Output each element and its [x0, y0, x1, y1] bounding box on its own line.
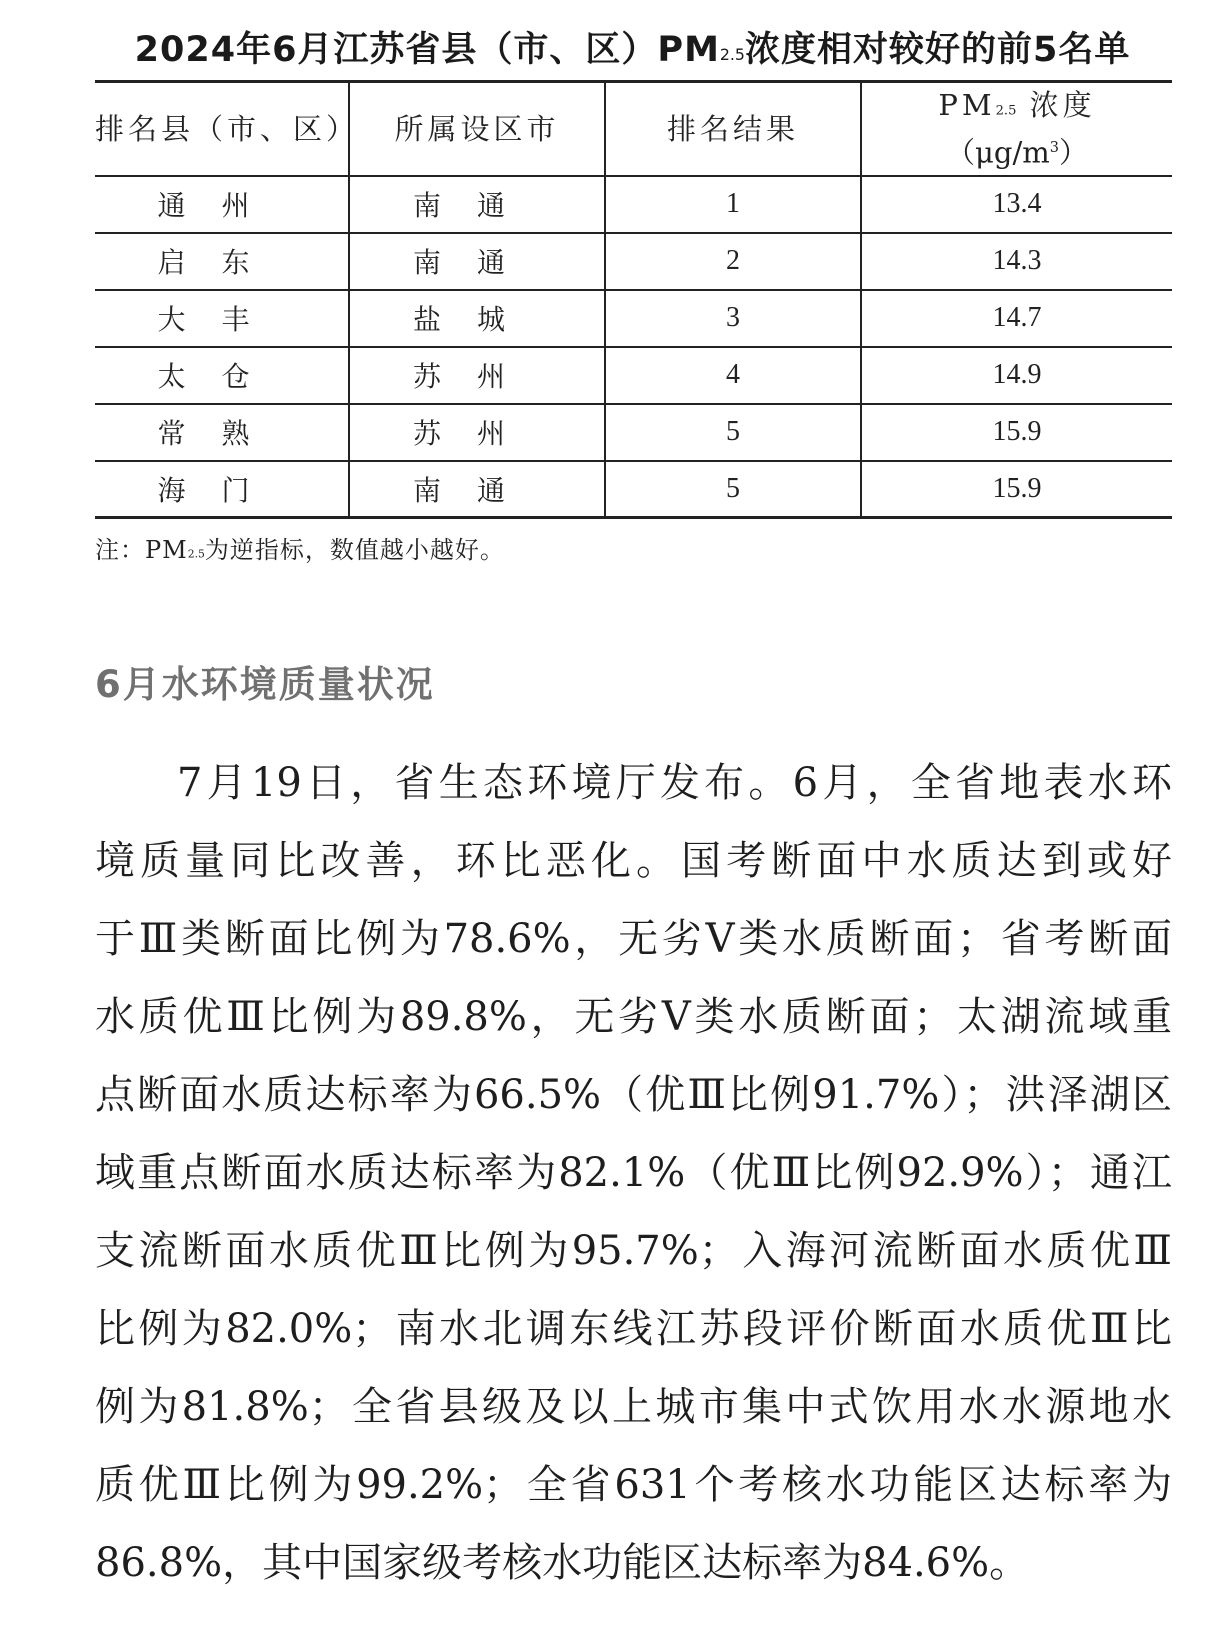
cell-rank: 3 [605, 290, 861, 347]
header-rank: 排名结果 [605, 82, 861, 176]
paragraph-line: 境质量同比改善，环比恶化。国考断面中水质达到或好 [95, 838, 1172, 884]
paragraph-line: 例为81.8%；全省县级及以上城市集中式饮用水水源地水 [95, 1384, 1172, 1430]
cell-county: 太仓 [95, 347, 349, 404]
paragraph-line: 7月19日，省生态环境厅发布。6月，全省地表水环 [177, 760, 1172, 806]
cell-county: 通州 [95, 176, 349, 233]
cell-county: 大丰 [95, 290, 349, 347]
section-heading: 6月水环境质量状况 [95, 663, 435, 706]
cell-rank: 1 [605, 176, 861, 233]
cell-pm25: 15.9 [861, 404, 1172, 461]
cell-rank: 2 [605, 233, 861, 290]
cell-city: 南通 [349, 233, 605, 290]
cell-pm25: 13.4 [861, 176, 1172, 233]
cell-county: 海门 [95, 461, 349, 518]
paragraph-line: 质优Ⅲ比例为99.2%；全省631个考核水功能区达标率为 [95, 1462, 1172, 1508]
cell-pm25: 15.9 [861, 461, 1172, 518]
cell-rank: 4 [605, 347, 861, 404]
paragraph-line: 于Ⅲ类断面比例为78.6%，无劣Ⅴ类水质断面；省考断面 [95, 916, 1172, 962]
cell-county: 启东 [95, 233, 349, 290]
cell-city: 南通 [349, 461, 605, 518]
body-paragraph [95, 744, 1172, 1602]
table-row [95, 176, 1172, 233]
cell-pm25: 14.7 [861, 290, 1172, 347]
table-row [95, 347, 1172, 404]
paragraph-line: 域重点断面水质达标率为82.1%（优Ⅲ比例92.9%）；通江 [95, 1150, 1172, 1196]
pm25-ranking-table [95, 80, 1172, 519]
header-pm25-unit: $(\mu g/m^3)$ [946, 135, 1088, 170]
paragraph-line: 86.8%，其中国家级考核水功能区达标率为84.6%。 [95, 1540, 1030, 1586]
cell-rank: 5 [605, 461, 861, 518]
paragraph-line: 支流断面水质优Ⅲ比例为95.7%；入海河流断面水质优Ⅲ [95, 1228, 1172, 1274]
cell-city: 盐城 [349, 290, 605, 347]
cell-city: 苏州 [349, 347, 605, 404]
paragraph-line: 比例为82.0%；南水北调东线江苏段评价断面水质优Ⅲ比 [95, 1306, 1172, 1352]
header-county: 排名县（市、区） [95, 82, 349, 176]
header-city: 所属设区市 [349, 82, 605, 176]
header-pm25 [861, 82, 1172, 176]
cell-city: 南通 [349, 176, 605, 233]
cell-pm25: 14.3 [861, 233, 1172, 290]
table-header-row [95, 82, 1172, 176]
table-row [95, 290, 1172, 347]
cell-rank: 5 [605, 404, 861, 461]
table-row [95, 233, 1172, 290]
header-pm25-label: $PM_{2.5}$ 浓度 [938, 88, 1096, 123]
paragraph-line: 水质优Ⅲ比例为89.8%，无劣Ⅴ类水质断面；太湖流域重 [95, 994, 1172, 1040]
cell-county: 常熟 [95, 404, 349, 461]
table-note: 注：$PM_{2.5}$为逆指标，数值越小越好。 [95, 536, 505, 564]
paragraph-line: 点断面水质达标率为66.5%（优Ⅲ比例91.7%）；洪泽湖区 [95, 1072, 1172, 1118]
cell-city: 苏州 [349, 404, 605, 461]
table-title: 2024年6月江苏省县（市、区）$PM_{2.5}$浓度相对较好的前5名单 [134, 30, 1131, 70]
table-row [95, 461, 1172, 518]
cell-pm25: 14.9 [861, 347, 1172, 404]
table-row [95, 404, 1172, 461]
